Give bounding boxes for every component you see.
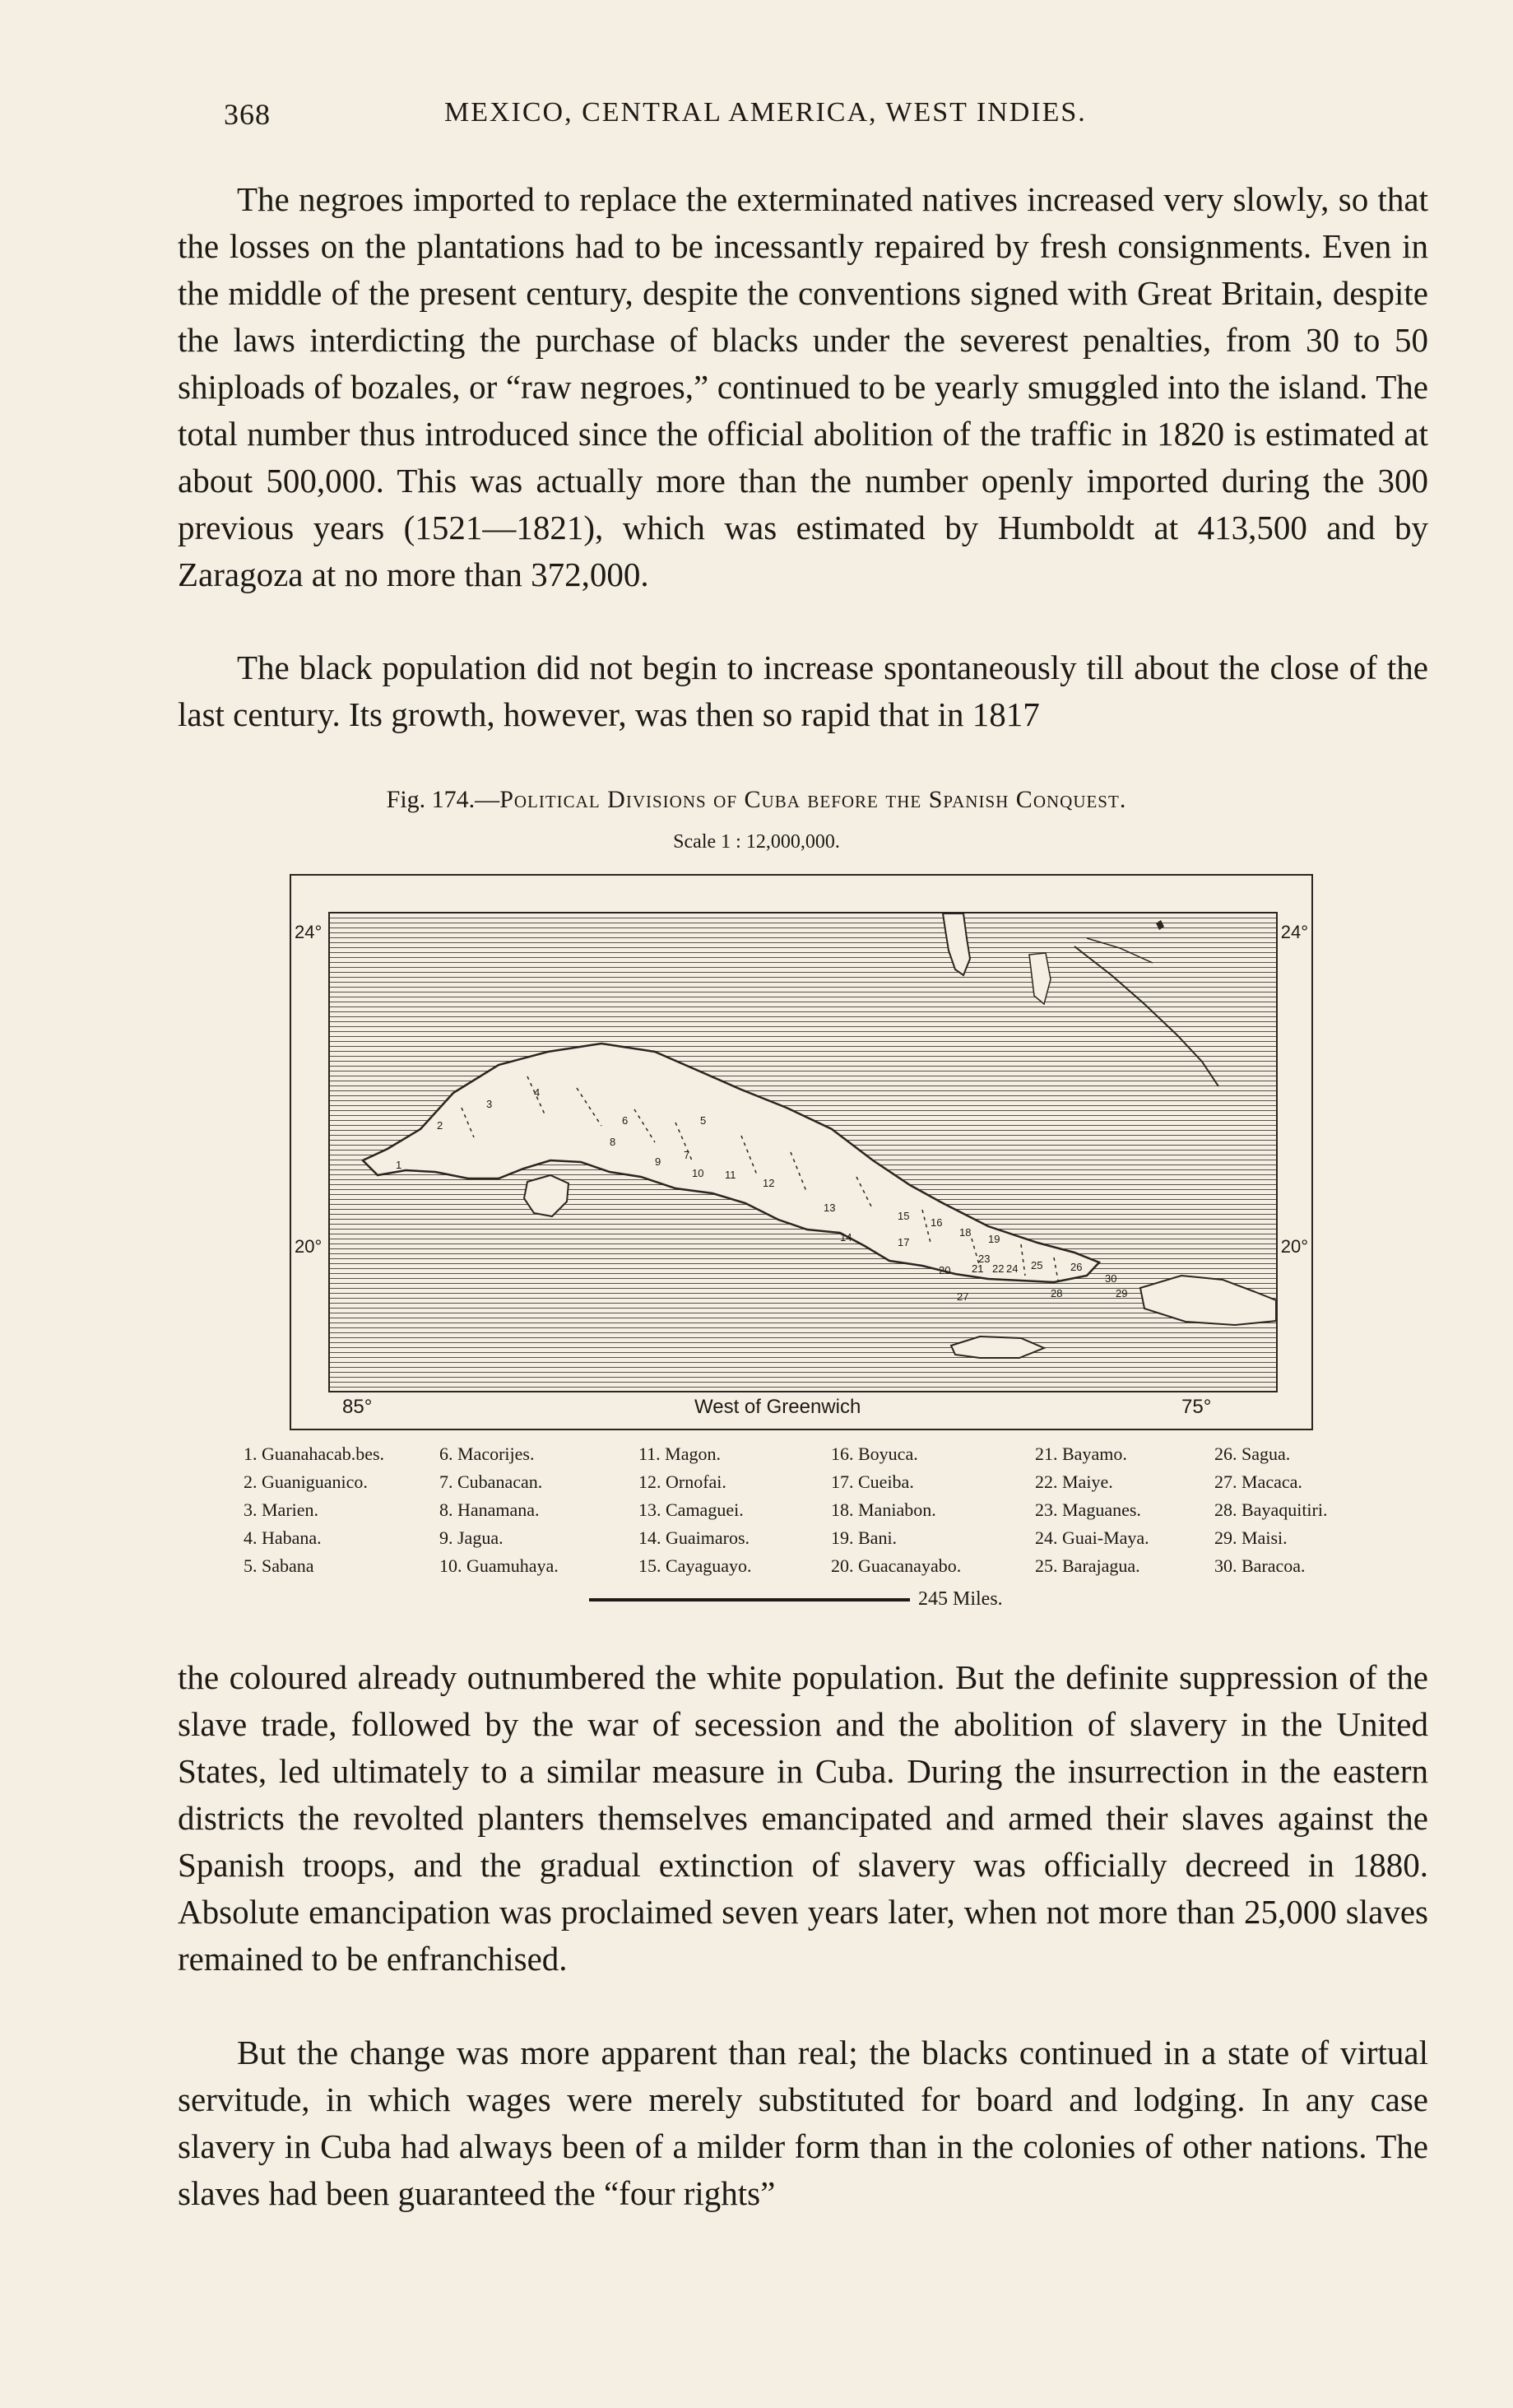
legend-item: 23. Maguanes. (1035, 1499, 1141, 1520)
region-number-27: 27 (957, 1290, 969, 1303)
cuba-island (363, 1044, 1099, 1282)
legend-item: 4. Habana. (244, 1527, 322, 1548)
legend-item: 17. Cueiba. (831, 1471, 914, 1492)
figure-scale: Scale 1 : 12,000,000. (673, 831, 840, 853)
legend-item: 5. Sabana (244, 1555, 314, 1576)
paragraph-3: the coloured already outnumbered the white population. But the definite suppression of the slave trade, followed by the war of secession and the abolition of slavery in the United States, led ultimately to a similar measure in Cuba. During the insurrection in the eastern districts the revolted planters themselves emancipated and armed their slaves against the Spanish troops, and the gradual extinction of slavery was officially decreed in 1880. Absolute emancipation was proclaimed seven years later, when not more than 25,000 slaves remained to be enfranchised. (178, 1658, 1428, 1978)
legend-column-2 (439, 1440, 559, 1580)
florida-land (943, 913, 970, 975)
legend-column-4 (831, 1440, 961, 1580)
lat-label-20-right: 20° (1280, 1236, 1308, 1257)
region-number-11: 11 (725, 1169, 736, 1181)
region-number-10: 10 (692, 1167, 704, 1179)
region-number-13: 13 (824, 1202, 836, 1214)
haiti-coast (1140, 1276, 1276, 1325)
lat-label-24-right: 24° (1280, 922, 1308, 942)
lat-label-24-left: 24° (295, 922, 323, 942)
region-number-4: 4 (534, 1086, 541, 1099)
page-number: 368 (224, 98, 271, 131)
legend-item: 25. Barajagua. (1035, 1555, 1140, 1576)
isle-of-pines (524, 1175, 569, 1216)
lon-label-75: 75° (1181, 1396, 1212, 1418)
region-number-18: 18 (959, 1226, 972, 1239)
region-number-25: 25 (1031, 1259, 1043, 1271)
running-header (0, 97, 1513, 146)
legend-item: 7. Cubanacan. (439, 1471, 543, 1492)
legend-item: 13. Camaguei. (638, 1499, 744, 1520)
legend-item: 14. Guaimaros. (638, 1527, 750, 1548)
region-number-12: 12 (763, 1177, 775, 1189)
paragraph-4: But the change was more apparent than real; the blacks continued in a state of virtual servitude, in which wages were merely substituted for board and lodging. In any case slavery in Cuba had always been of a milder form than in the colonies of other nations. The slaves had been guaranteed the “four rights” (178, 2034, 1428, 2212)
legend-item: 6. Macorijes. (439, 1443, 535, 1464)
scale-bar-line (589, 1598, 910, 1601)
legend-item: 11. Magon. (638, 1443, 722, 1464)
lat-label-20-left: 20° (295, 1236, 323, 1257)
cuba-map (290, 874, 1313, 1430)
region-number-26: 26 (1070, 1261, 1083, 1273)
region-number-24: 24 (1006, 1262, 1019, 1275)
region-number-7: 7 (684, 1149, 690, 1161)
region-number-22: 22 (992, 1262, 1005, 1275)
region-number-15: 15 (898, 1210, 910, 1222)
legend-column-1 (244, 1440, 384, 1580)
legend-item: 24. Guai-Maya. (1035, 1527, 1149, 1548)
legend-item: 9. Jagua. (439, 1527, 504, 1548)
map-drawing (330, 913, 1276, 1391)
region-number-30: 30 (1105, 1272, 1117, 1285)
region-number-21: 21 (972, 1262, 984, 1275)
region-number-1: 1 (396, 1159, 402, 1171)
region-number-23: 23 (978, 1253, 991, 1265)
legend-item: 29. Maisi. (1214, 1527, 1288, 1548)
paragraph-1: The negroes imported to replace the exterminated natives increased very slowly, so that the losses on the plantations had to be incessantly repaired by fresh consignments. Even in the middle of the present century, despite the conventions signed with Great Britain, despite the laws interdicting the purchase of blacks under the severest penalties, from 30 to 50 shiploads of bozales, or “raw negroes,” continued to be yearly smuggled into the island. The total number thus introduced since the official abolition of the traffic in 1820 is estimated at about 500,000. This was actually more than the number openly imported during the 300 previous years (1521—1821), which was estimated by Humboldt at 413,500 and by Zaragoza at no more than 372,000. (178, 180, 1428, 593)
paragraph-2: The black population did not begin to increase spontaneously till about the close of the last century. Its growth, however, was then so rapid that in 1817 (178, 648, 1428, 733)
lon-label-85: 85° (342, 1396, 373, 1418)
legend-item: 18. Maniabon. (831, 1499, 936, 1520)
legend-item: 3. Marien. (244, 1499, 319, 1520)
legend-column-6 (1214, 1440, 1327, 1580)
figure-number: Fig. 174.— (386, 786, 500, 813)
legend-item: 27. Macaca. (1214, 1471, 1302, 1492)
map-scale-bar (589, 1588, 1050, 1621)
legend-item: 2. Guaniguanico. (244, 1471, 368, 1492)
map-legend (244, 1440, 1362, 1576)
legend-item: 30. Baracoa. (1214, 1555, 1306, 1576)
region-number-19: 19 (988, 1233, 1000, 1245)
region-number-28: 28 (1051, 1287, 1063, 1299)
region-number-9: 9 (655, 1155, 661, 1168)
legend-item: 21. Bayamo. (1035, 1443, 1127, 1464)
region-number-16: 16 (931, 1216, 943, 1229)
legend-item: 15. Cayaguayo. (638, 1555, 752, 1576)
region-number-17: 17 (898, 1236, 910, 1248)
legend-item: 16. Boyuca. (831, 1443, 918, 1464)
legend-item: 22. Maiye. (1035, 1471, 1113, 1492)
legend-item: 20. Guacanayabo. (831, 1555, 962, 1576)
figure-title: Political Divisions of Cuba before the Spanish Conquest. (499, 786, 1127, 813)
island-dot-east (1156, 920, 1164, 930)
legend-column-5 (1035, 1440, 1149, 1580)
legend-item: 12. Ornofai. (638, 1471, 726, 1492)
legend-item: 19. Bani. (831, 1527, 898, 1548)
region-number-2: 2 (437, 1119, 443, 1132)
map-sea (328, 912, 1278, 1392)
legend-item: 1. Guanahacab.bes. (244, 1443, 385, 1464)
jamaica-island (951, 1336, 1044, 1358)
region-number-6: 6 (622, 1114, 629, 1127)
meridian-label: West of Greenwich (694, 1396, 861, 1418)
bahamas-andros (1029, 953, 1051, 1004)
running-title: MEXICO, CENTRAL AMERICA, WEST INDIES. (444, 97, 1087, 128)
region-number-29: 29 (1116, 1287, 1128, 1299)
region-number-14: 14 (840, 1231, 852, 1244)
legend-item: 8. Hanamana. (439, 1499, 540, 1520)
region-number-8: 8 (610, 1136, 616, 1148)
legend-item: 26. Sagua. (1214, 1443, 1291, 1464)
scale-bar-label: 245 Miles. (918, 1588, 1003, 1610)
region-number-20: 20 (939, 1264, 951, 1276)
legend-item: 28. Bayaquitiri. (1214, 1499, 1328, 1520)
legend-item: 10. Guamuhaya. (439, 1555, 559, 1576)
bahamas-chain-2 (1087, 938, 1153, 963)
figure-caption (0, 786, 1513, 814)
legend-column-3 (638, 1440, 751, 1580)
region-number-5: 5 (700, 1114, 707, 1127)
bahamas-chain (1074, 946, 1218, 1086)
region-number-3: 3 (486, 1098, 493, 1110)
